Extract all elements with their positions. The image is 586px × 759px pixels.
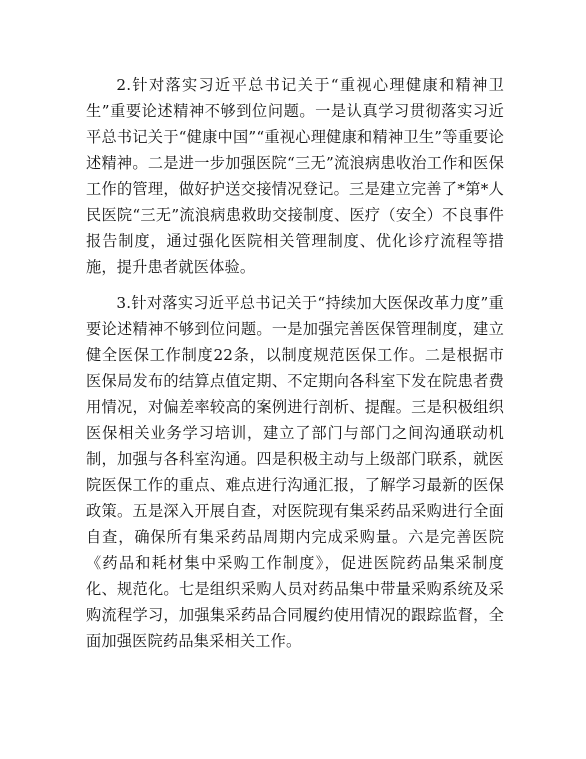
paragraph-item-3: 3.针对落实习近平总书记关于“持续加大医保改革力度”重要论述精神不够到位问题。一是加强完善医保管理制度，建立健全医保工作制度22条，以制度规范医保工作。二是根据市医保局发布的结算点值定期、不定期向各科室下发在院患者费用情况，对偏差率较高的案例进行剖析、提醒。三是积极组织医保相关业务学习培训，建立了部门与部门之间沟通联动机制，加强与各科室沟通。四是积极主动与上级部门联系，就医院医保工作的重点、难点进行沟通汇报，了解学习最新的医保政策。五是深入开展自查，对医院现有集采药品采购进行全面自查，确保所有集采药品周期内完成采购量。六是完善医院《药品和耗材集中采购工作制度》，促进医院药品集采制度化、规范化。七是组织采购人员对药品集中带量采购系统及采购流程学习，加强集采药品合同履约使用情况的跟踪监督，全面加强医院药品集采相关工作。: [86, 294, 504, 650]
document-body: [86, 72, 504, 654]
paragraph-item-2: 2.针对落实习近平总书记关于“重视心理健康和精神卫生”重要论述精神不够到位问题。一是认真学习贯彻落实习近平总书记关于“健康中国”“重视心理健康和精神卫生”等重要论述精神。二是进一步加强医院“三无”流浪病患收治工作和医保工作的管理，做好护送交接情况登记。三是建立完善了*第*人民医院“三无”流浪病患救助交接制度、医疗（安全）不良事件报告制度，通过强化医院相关管理制度、优化诊疗流程等措施，提升患者就医体验。: [86, 76, 504, 276]
